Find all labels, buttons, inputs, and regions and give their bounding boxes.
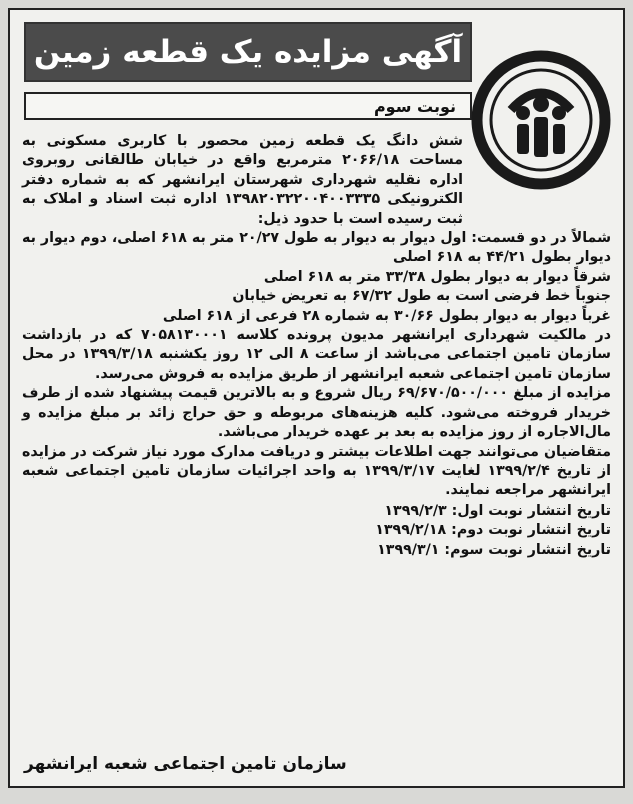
date-second: تاریخ انتشار نوبت دوم: ۱۳۹۹/۲/۱۸	[375, 522, 611, 539]
publication-dates	[22, 502, 611, 560]
date-third: تاریخ انتشار نوبت سوم: ۱۳۹۹/۳/۱	[377, 541, 611, 558]
south-boundary: جنوباً خط فرضی است به طول ۶۷/۳۲ به تعریض خیابان	[232, 288, 611, 305]
ad-title: آگهی مزایده یک قطعه زمین	[24, 22, 472, 82]
date-first: تاریخ انتشار نوبت اول: ۱۳۹۹/۲/۳	[384, 502, 611, 519]
issuer-signature: سازمان تامین اجتماعی شعبه ایرانشهر	[24, 754, 347, 774]
ad-page	[8, 8, 625, 788]
round-label: نوبت سوم	[24, 92, 472, 120]
intro-paragraph: شش دانگ یک قطعه زمین محصور با کاربری مسکونی به مساحت ۲۰۶۶/۱۸ مترمربع واقع در خیابان طالقانی روبروی اداره نقلیه شهرداری شهرستان ایرانشهر که به شماره دفتر الکترونیکی ۱۳۹۸۲۰۳۲۲۰۰۴۰۰۳۳۳۵ اداره ثبت اسناد و املاک به ثبت رسیده است با حدود ذیل:	[22, 133, 463, 227]
applicants-paragraph: متقاضیان می‌توانند جهت اطلاعات بیشتر و دریافت مدارک مورد نیاز شرکت در مزایده از تاریخ ۱۳۹۹/۲/۴ لغایت ۱۳۹۹/۳/۱۷ به واحد اجرائیات سازمان تامین اجتماعی شعبه ایرانشهر مراجعه نمایند.	[22, 443, 611, 499]
north-boundary: شمالاً در دو قسمت: اول دیوار به دیوار به طول ۲۰/۲۷ متر به ۶۱۸ اصلی، دوم دیوار به دیوار بطول ۴۴/۲۱ به ۶۱۸ اصلی	[22, 230, 612, 266]
ownership-paragraph: در مالکیت شهرداری ایرانشهر مدیون پرونده کلاسه ۷۰۵۸۱۳۰۰۰۱ که در بازداشت سازمان تامین اجتماعی می‌باشد از ساعت ۸ الی ۱۲ روز یکشنبه ۱۳۹۹/۳/۱۸ در محل سازمان تامین اجتماعی شعبه ایرانشهر از طریق مزایده به فروش می‌رسد.	[22, 327, 612, 382]
east-boundary: شرقاً دیوار به دیوار بطول ۳۳/۳۸ متر به ۶۱۸ اصلی	[263, 268, 611, 285]
price-paragraph: مزایده از مبلغ ۶۹/۶۷۰/۵۰۰/۰۰۰ ریال شروع و به بالاترین قیمت پیشنهاد شده از طرف خریدار فروخته می‌شود. کلیه هزینه‌های مربوطه و حق حراج زائد بر مبلغ مزایده و مال‌الاجاره از روز مزایده به بعد بر عهده خریدار می‌باشد.	[22, 385, 611, 441]
west-boundary: غرباً دیوار به دیوار بطول ۳۰/۶۶ به شماره ۲۸ فرعی از ۶۱۸ اصلی	[162, 307, 611, 324]
ad-body	[22, 132, 611, 560]
